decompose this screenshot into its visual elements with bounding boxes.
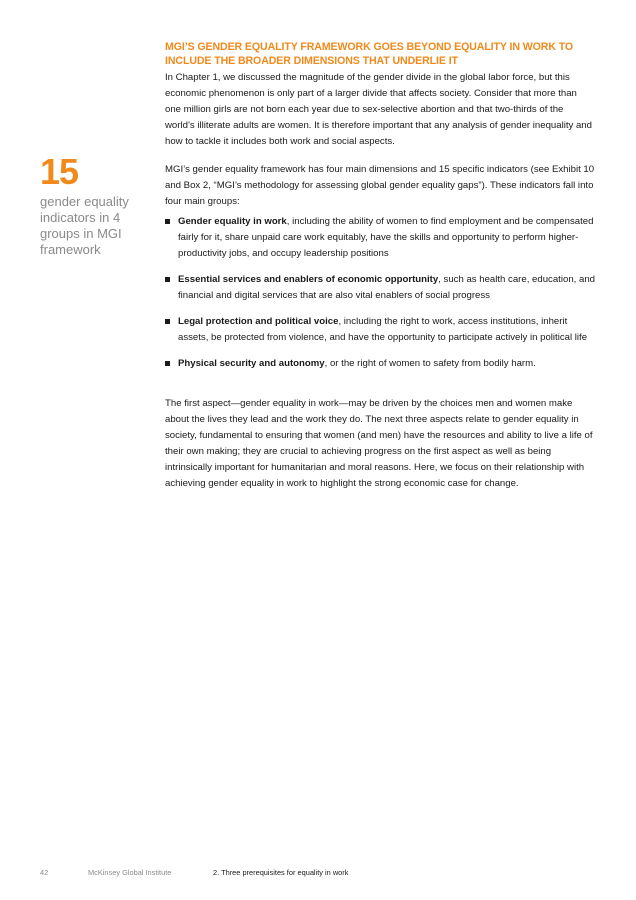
bullet-title: Physical security and autonomy — [178, 358, 325, 369]
bullet-title: Essential services and enablers of economic opportunity — [178, 274, 439, 285]
indicator-group-list — [165, 214, 595, 382]
intro-paragraph: In Chapter 1, we discussed the magnitude of the gender divide in the global labor force, but this economic phenomenon is only part of a larger divide that affects society. Consider that more than one million girls are not born each year due to sex-selective abortion and that two-thirds of the world’s illiterate adults are women. It is therefore important that any analysis of gender inequality and how to tackle it includes both work and social aspects. — [165, 72, 592, 147]
bullet-title: Gender equality in work — [178, 216, 287, 227]
square-bullet-icon — [165, 361, 170, 366]
square-bullet-icon — [165, 319, 170, 324]
closing-paragraph: The first aspect—gender equality in work—may be driven by the choices men and women make about the lives they lead and the work they do. The next three aspects relate to gender equality in society, fundamental to ensuring that women (and men) have the resources and ability to live a life of their own making; they are crucial to achieving progress on the first aspect as well as being intrinsically important for humanitarian and moral reasons. Here, we focus on their relationship with achieving gender equality in work to highlight the strong economic case for change. — [165, 398, 593, 489]
footer-chapter-title: 2. Three prerequisites for equality in work — [213, 868, 349, 877]
square-bullet-icon — [165, 277, 170, 282]
list-item — [165, 314, 595, 346]
square-bullet-icon — [165, 219, 170, 224]
list-item — [165, 356, 595, 372]
bullet-title: Legal protection and political voice — [178, 316, 339, 327]
bullet-description: , such as health care, education, and financial and digital services that are also vital enablers of social progress — [178, 274, 595, 301]
callout-text: gender equality indicators in 4 groups in MGI framework — [40, 194, 129, 257]
bullet-description: , or the right of women to safety from bodily harm. — [324, 358, 536, 369]
footer-publisher: McKinsey Global Institute — [88, 868, 172, 877]
list-item — [165, 214, 595, 262]
bullet-description: , including the ability of women to find employment and be compensated fairly for it, share unpaid care work equitably, have the skills and opportunity to perform higher-productivity jobs, and occupy leadership positions — [178, 216, 594, 259]
footer-page-number: 42 — [40, 868, 49, 877]
section-heading: MGI’S GENDER EQUALITY FRAMEWORK GOES BEYOND EQUALITY IN WORK TO INCLUDE THE BROADER DIMENSIONS THAT UNDERLIE IT — [165, 41, 574, 67]
framework-paragraph: MGI’s gender equality framework has four main dimensions and 15 specific indicators (see Exhibit 10 and Box 2, “MGI’s methodology for assessing global gender equality gaps”). These indicators fall into four main groups: — [165, 164, 595, 207]
callout-number: 15 — [40, 151, 79, 192]
list-item — [165, 272, 595, 304]
bullet-description: , including the right to work, access institutions, inherit assets, be protected from violence, and have the opportunity to participate actively in political life — [178, 316, 588, 343]
